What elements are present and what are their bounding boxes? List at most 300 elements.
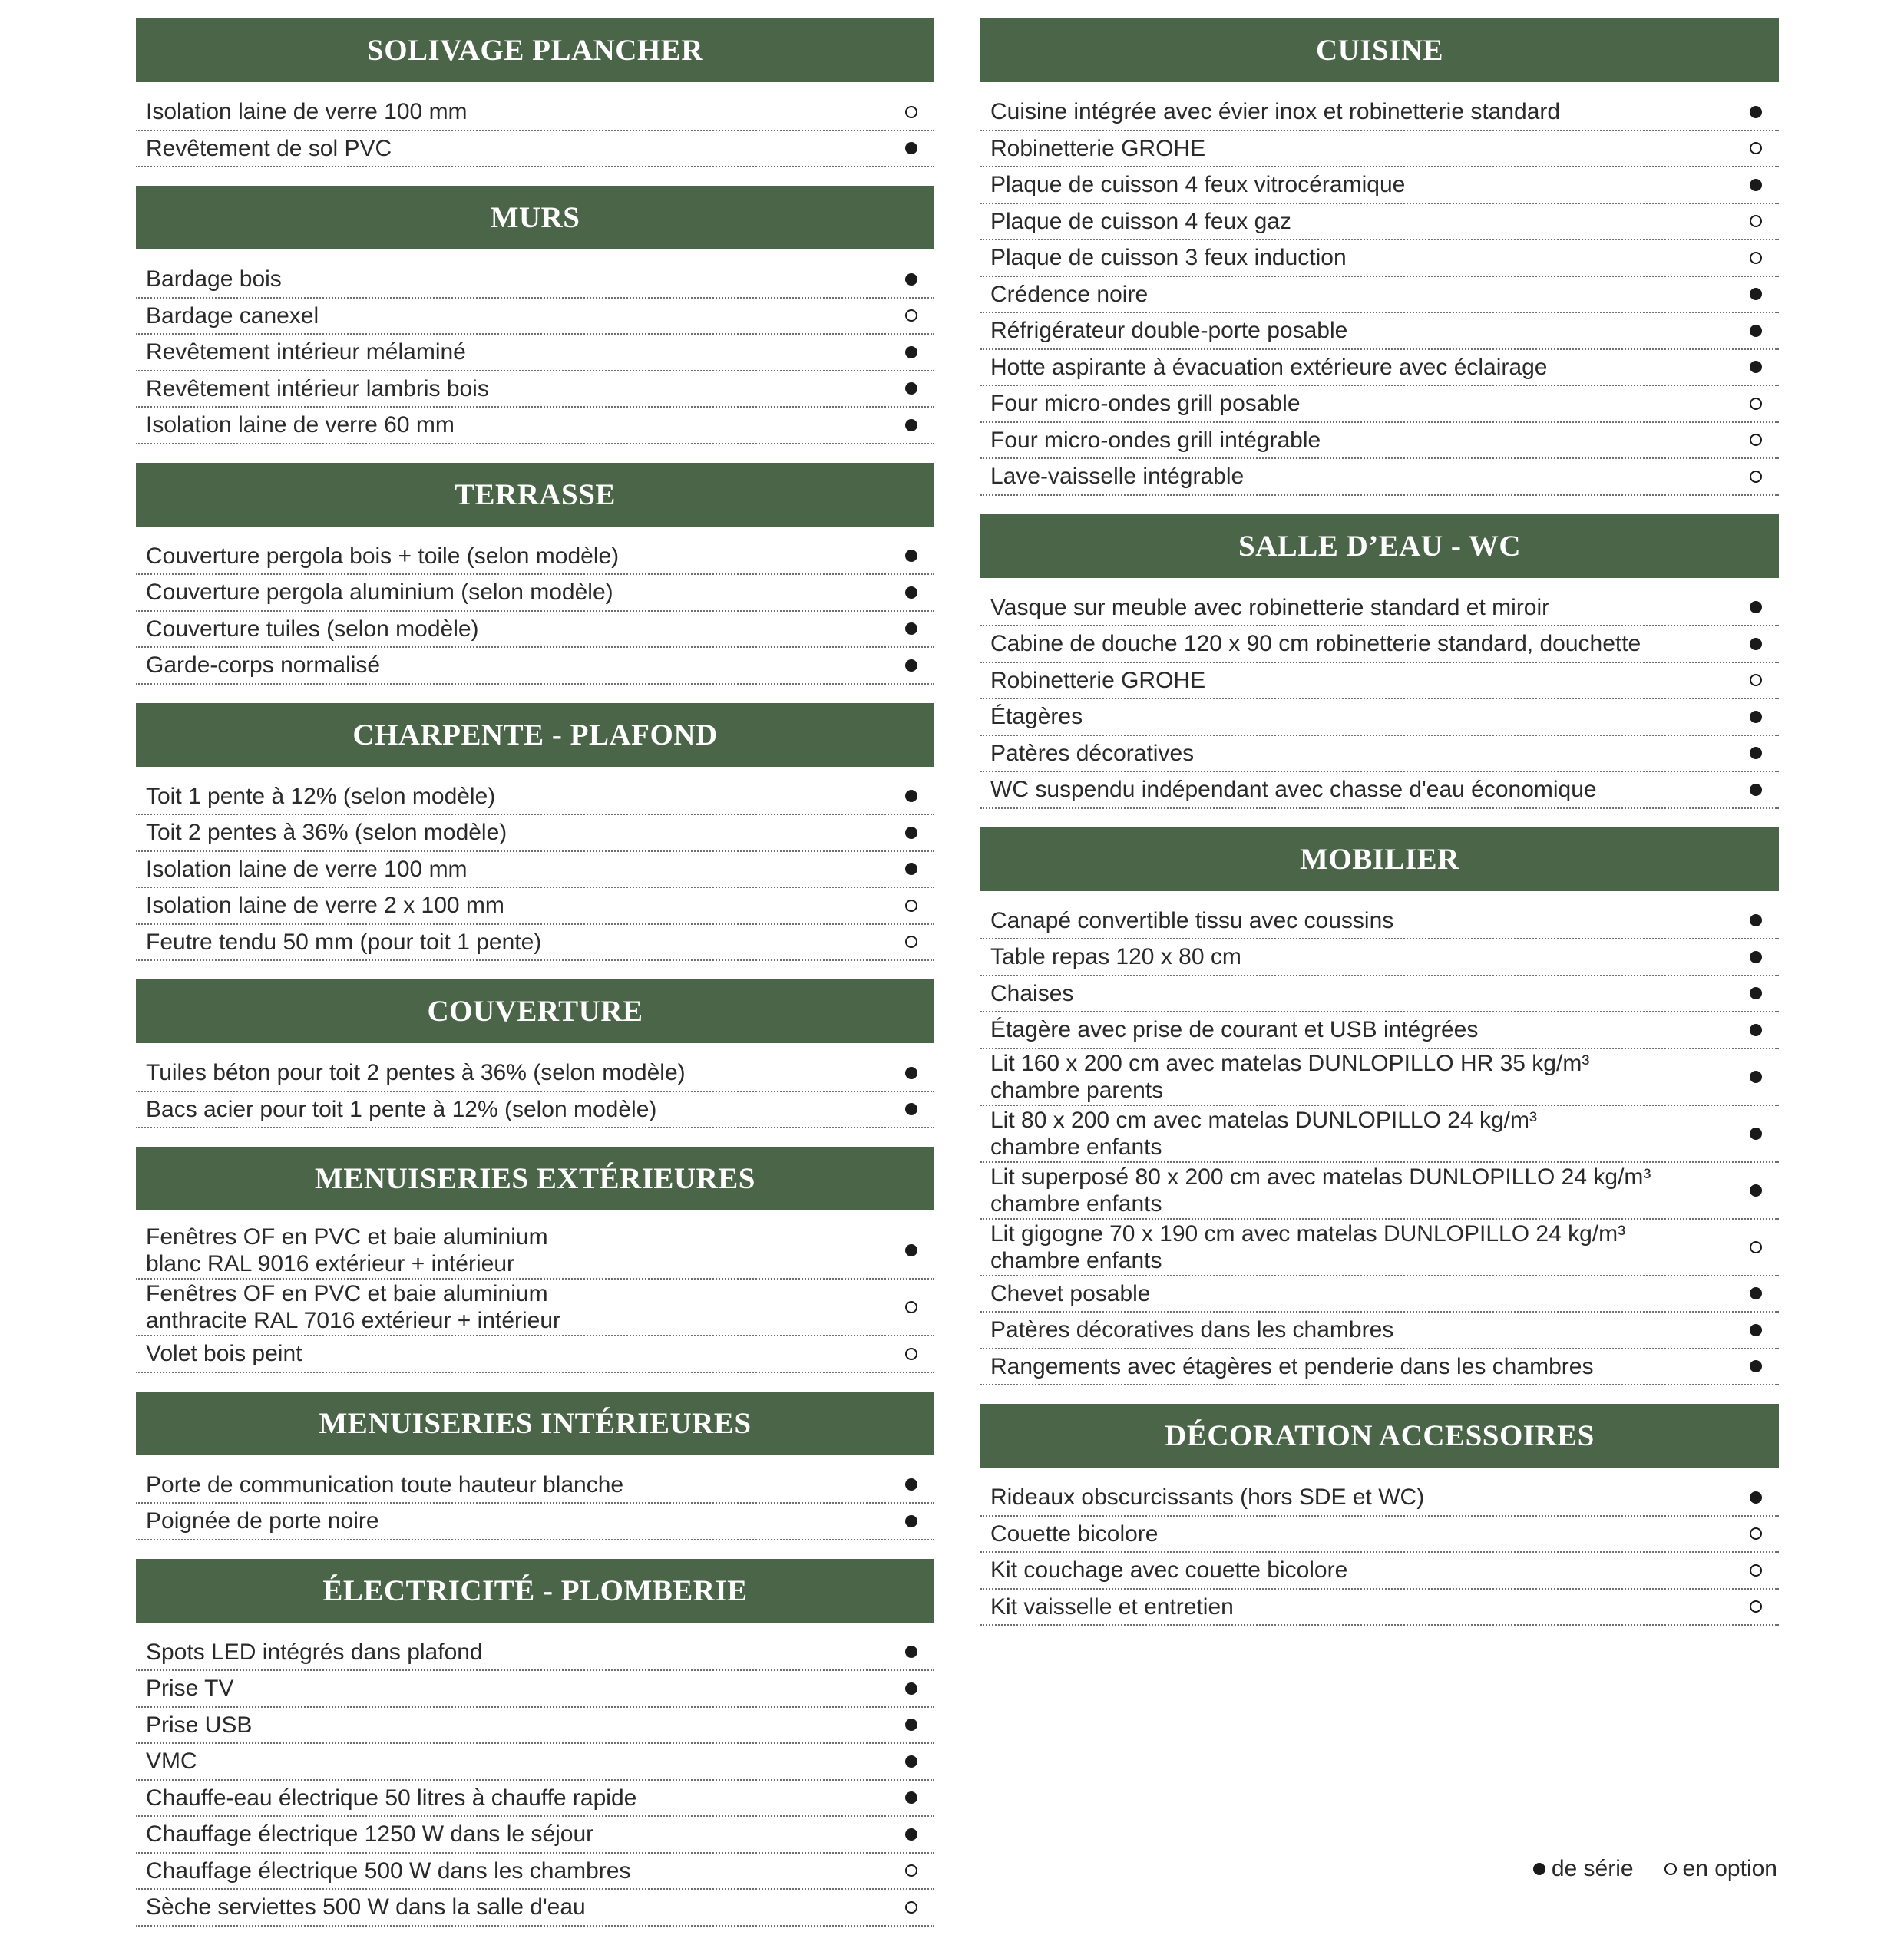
empty-circle-icon [1750,215,1762,227]
list-item [980,204,1779,241]
list-item [980,1220,1779,1276]
status-marker [896,106,934,118]
filled-dot-icon [1750,711,1762,723]
status-marker [896,1791,934,1804]
empty-circle-icon [1750,252,1762,264]
item-label-line: Couverture pergola aluminium (selon modèle) [146,580,613,606]
list-item [980,772,1779,809]
section-title: MOBILIER [980,827,1779,891]
empty-circle-icon [1750,434,1762,446]
legend-option-label: en option [1682,1856,1777,1881]
filled-dot-icon [905,1646,917,1658]
item-label-line: Hotte aspirante à évacuation extérieure avec éclairage [990,354,1548,380]
status-marker [896,273,934,286]
filled-dot-icon [905,586,917,599]
status-marker [896,1719,934,1731]
list-item [980,1276,1779,1313]
filled-dot-icon [905,863,917,875]
list-item [980,1049,1779,1106]
item-label [136,819,522,846]
list-item [136,371,934,408]
item-label-line: Lit 160 x 200 cm avec matelas DUNLOPILLO HR 35 kg/m³ [990,1050,1590,1076]
item-label-line: Patères décoratives [990,740,1195,766]
status-marker [1740,1564,1779,1577]
item-label [136,892,520,919]
item-label-line: Volet bois peint [146,1341,302,1367]
status-marker [896,346,934,358]
item-label [136,411,470,438]
list-item [980,1480,1779,1517]
list-item [980,459,1779,496]
list-item [980,167,1779,204]
list-item [980,386,1779,423]
status-marker [1740,1491,1779,1504]
item-label-line: Crédence noire [990,281,1149,307]
filled-dot-icon [1750,361,1762,373]
item-label-line: Bardage bois [146,266,282,292]
section-title: TERRASSE [136,463,934,527]
item-list [136,94,934,167]
list-item [136,779,934,816]
status-marker [1740,1324,1779,1336]
status-marker [896,586,934,599]
list-item [980,1106,1779,1163]
item-label [136,375,504,402]
empty-circle-icon [1750,1527,1762,1540]
item-label [980,1107,1552,1161]
item-list [980,903,1779,1386]
list-item [980,976,1779,1013]
status-marker [896,309,934,322]
spec-section [136,18,934,167]
list-item [136,888,934,925]
list-item [980,350,1779,387]
item-label-line: Sèche serviettes 500 W dans la salle d'eau [146,1894,586,1920]
item-label-line: Revêtement de sol PVC [146,135,392,161]
list-item [980,1349,1779,1386]
list-item [980,663,1779,700]
legend [1533,1856,1777,1882]
list-item [980,939,1779,976]
item-label [980,317,1363,344]
filled-dot-icon [905,1067,917,1079]
filled-dot-icon [1750,914,1762,926]
item-label [136,616,494,642]
status-marker [896,1515,934,1527]
status-marker [1740,361,1779,373]
filled-dot-icon [905,1244,917,1256]
list-item [136,1854,934,1891]
filled-dot-icon [1750,784,1762,796]
status-marker [1740,711,1779,723]
item-label [980,630,1656,657]
item-label-line: blanc RAL 9016 extérieur + intérieur [146,1251,514,1276]
empty-circle-icon [1664,1863,1677,1875]
status-marker [896,1478,934,1491]
item-label-line: Toit 1 pente à 12% (selon modèle) [146,783,496,809]
list-item [136,1092,934,1129]
status-marker [896,1646,934,1658]
status-marker [1740,1024,1779,1036]
item-label-line: Tuiles béton pour toit 2 pentes à 36% (selon modèle) [146,1060,686,1086]
list-item [136,1336,934,1373]
item-label-line: chambre parents [990,1077,1164,1103]
item-label [980,943,1257,970]
status-marker [896,1103,934,1115]
section-title: MENUISERIES INTÉRIEURES [136,1392,934,1455]
spec-section [136,1559,934,1927]
item-list [980,94,1779,496]
status-marker [896,827,934,839]
item-list [136,539,934,685]
filled-dot-icon [1750,1491,1762,1504]
status-marker [1740,1071,1779,1083]
filled-dot-icon [905,827,917,839]
list-item [136,1280,934,1336]
item-label-line: Prise TV [146,1676,234,1702]
filled-dot-icon [1750,1128,1762,1140]
list-item [136,1890,934,1927]
list-item [980,699,1779,736]
filled-dot-icon [1750,951,1762,963]
item-label [136,1223,564,1277]
status-marker [896,142,934,154]
empty-circle-icon [905,936,917,948]
list-item [136,1744,934,1781]
item-label-line: Chauffage électrique 1250 W dans le séjour [146,1821,594,1848]
item-label [980,740,1209,767]
list-item [980,1517,1779,1554]
list-item [136,1671,934,1708]
item-label-line: Robinetterie GROHE [990,667,1206,693]
item-label-line: Lit 80 x 200 cm avec matelas DUNLOPILLO 24 kg/m³ [990,1107,1537,1133]
empty-circle-icon [1750,1600,1762,1613]
item-label [980,1521,1173,1547]
spec-section [136,1147,934,1373]
list-item [980,423,1779,460]
status-marker [896,1682,934,1695]
item-label-line: Lit superposé 80 x 200 cm avec matelas DUNLOPILLO 24 kg/m³ [990,1164,1651,1190]
item-label [136,652,395,679]
item-label-line: Cuisine intégrée avec évier inox et robinetterie standard [990,99,1561,125]
item-label [136,338,481,365]
item-label-line: Bacs acier pour toit 1 pente à 12% (selon modèle) [146,1096,657,1122]
item-label [980,1220,1641,1274]
filled-dot-icon [1750,179,1762,191]
filled-dot-icon [1750,987,1762,999]
empty-circle-icon [1750,398,1762,410]
filled-dot-icon [1750,325,1762,337]
empty-circle-icon [905,309,917,322]
item-label-line: Spots LED intégrés dans plafond [146,1639,483,1665]
list-item [136,1223,934,1280]
item-label [136,1712,267,1739]
item-label [980,427,1336,454]
item-label [136,579,629,606]
item-list [980,1480,1779,1626]
filled-dot-icon [905,790,917,802]
item-label-line: Rangements avec étagères et penderie dans les chambres [990,1353,1594,1379]
status-marker [1740,987,1779,999]
list-item [136,262,934,299]
item-label-line: Chaises [990,980,1074,1006]
spec-section [136,979,934,1128]
empty-circle-icon [905,1901,917,1914]
item-label-line: Feutre tendu 50 mm (pour toit 1 pente) [146,929,542,955]
legend-serie [1533,1856,1634,1882]
item-list [136,1635,934,1927]
section-title: MURS [136,186,934,249]
filled-dot-icon [905,1682,917,1695]
item-label-line: Couverture pergola bois + toile (selon modèle) [146,543,620,569]
legend-serie-label: de série [1551,1856,1634,1881]
item-label-line: Rideaux obscurcissants (hors SDE et WC) [990,1484,1425,1511]
item-label [136,1821,609,1848]
status-marker [1740,288,1779,300]
list-item [980,736,1779,773]
list-item [980,626,1779,663]
item-label [136,1471,639,1498]
status-marker [896,936,934,948]
status-marker [896,550,934,562]
item-label-line: Étagères [990,704,1083,730]
item-list [136,1055,934,1128]
status-marker [896,1348,934,1360]
list-item [136,925,934,962]
item-label [980,354,1562,381]
item-label [136,98,483,125]
item-label-line: Four micro-ondes grill intégrable [990,427,1321,453]
section-title: ÉLECTRICITÉ - PLOMBERIE [136,1559,934,1623]
item-label [136,1280,576,1334]
item-label-line: Étagère avec prise de courant et USB intégrées [990,1017,1479,1043]
item-label [136,783,511,810]
list-item [136,94,934,131]
status-marker [896,790,934,802]
filled-dot-icon [1750,288,1762,300]
spec-section [980,514,1779,809]
item-label [980,1353,1608,1380]
list-item [136,852,934,889]
spec-section [980,18,1779,496]
status-marker [896,1901,934,1914]
list-item [980,1163,1779,1220]
list-item [136,1635,934,1672]
list-item [136,1055,934,1092]
status-marker [1740,142,1779,154]
section-title: SOLIVAGE PLANCHER [136,18,934,82]
item-label [980,667,1221,694]
item-label-line: Lit gigogne 70 x 190 cm avec matelas DUNLOPILLO 24 kg/m³ [990,1220,1626,1247]
section-title: COUVERTURE [136,979,934,1043]
empty-circle-icon [1750,674,1762,686]
list-item [980,313,1779,350]
item-list [136,1468,934,1540]
list-item [136,539,934,576]
filled-dot-icon [905,273,917,286]
item-label-line: Toit 2 pentes à 36% (selon modèle) [146,820,507,846]
filled-dot-icon [1750,1184,1762,1197]
item-list [136,262,934,444]
filled-dot-icon [905,1719,917,1731]
status-marker [1740,674,1779,686]
item-label [980,390,1316,417]
status-marker [1740,638,1779,650]
section-title: CHARPENTE - PLAFOND [136,703,934,767]
item-label [136,266,297,292]
status-marker [1740,1527,1779,1540]
item-label-line: Isolation laine de verre 100 mm [146,856,468,882]
list-item [136,408,934,444]
filled-dot-icon [1750,1024,1762,1036]
item-label-line: Isolation laine de verre 100 mm [146,99,468,125]
item-label-line: Couette bicolore [990,1521,1159,1547]
status-marker [1740,434,1779,446]
status-marker [1740,1360,1779,1372]
list-item [136,1708,934,1745]
item-label [136,929,557,956]
status-marker [896,659,934,672]
list-item [980,1553,1779,1590]
item-label-line: Canapé convertible tissu avec coussins [990,907,1394,933]
item-label-line: Porte de communication toute hauteur blanche [146,1471,624,1498]
item-label-line: Plaque de cuisson 4 feux gaz [990,208,1291,234]
item-label [136,1507,395,1534]
spec-section [136,1392,934,1540]
status-marker [1740,1287,1779,1299]
item-label [980,135,1221,162]
section-title: CUISINE [980,18,1779,82]
status-marker [896,900,934,912]
empty-circle-icon [905,1348,917,1360]
empty-circle-icon [1750,1241,1762,1253]
item-label [980,907,1409,934]
spec-section [136,703,934,962]
filled-dot-icon [1750,747,1762,759]
status-marker [896,1244,934,1256]
item-label [980,208,1307,235]
filled-dot-icon [905,1103,917,1115]
section-title: DÉCORATION ACCESSOIRES [980,1404,1779,1468]
item-label [980,1280,1165,1307]
list-item [980,94,1779,131]
spec-section [136,186,934,444]
item-label-line: chambre enfants [990,1247,1162,1273]
filled-dot-icon [905,382,917,395]
item-list [136,779,934,962]
item-label [136,1675,249,1702]
status-marker [896,1301,934,1313]
item-label [136,135,407,162]
item-label [980,1050,1605,1104]
list-item [980,1313,1779,1349]
empty-circle-icon [1750,1564,1762,1577]
item-label-line: Lave-vaisselle intégrable [990,464,1245,490]
empty-circle-icon [1750,142,1762,154]
list-item [980,131,1779,168]
status-marker [1740,1184,1779,1197]
list-item [136,815,934,852]
filled-dot-icon [905,142,917,154]
item-label [980,980,1089,1007]
item-label-line: WC suspendu indépendant avec chasse d'eau économique [990,777,1597,803]
filled-dot-icon [1533,1863,1545,1875]
spec-section [980,827,1779,1386]
status-marker [896,863,934,875]
status-marker [896,419,934,431]
item-label [980,1016,1493,1043]
item-label-line: Vasque sur meuble avec robinetterie standard et miroir [990,594,1550,620]
right-column [980,18,1779,1644]
item-label [136,1857,646,1884]
item-label-line: Patères décoratives dans les chambres [990,1317,1394,1343]
list-item [136,612,934,649]
status-marker [896,382,934,395]
list-item [980,590,1779,627]
item-label-line: Garde-corps normalisé [146,652,381,679]
list-item [136,299,934,335]
item-label-line: Fenêtres OF en PVC et baie aluminium [146,1224,548,1250]
item-label [980,1557,1363,1583]
list-item [136,131,934,168]
item-label [980,703,1098,730]
item-label [136,1639,498,1666]
status-marker [1740,784,1779,796]
spec-section [136,463,934,685]
item-label-line: Réfrigérateur double-porte posable [990,318,1348,344]
filled-dot-icon [905,1828,917,1841]
item-label-line: Couverture tuiles (selon modèle) [146,616,479,642]
item-label-line: Prise USB [146,1712,253,1738]
item-label-line: Revêtement intérieur lambris bois [146,375,489,401]
item-label-line: Fenêtres OF en PVC et baie aluminium [146,1281,548,1306]
item-label-line: Kit couchage avec couette bicolore [990,1557,1348,1583]
item-label-line: Isolation laine de verre 60 mm [146,412,455,438]
item-label [980,244,1362,271]
filled-dot-icon [1750,1360,1762,1372]
status-marker [1740,747,1779,759]
spec-section [980,1404,1779,1626]
empty-circle-icon [905,106,917,118]
item-label [136,543,634,570]
filled-dot-icon [1750,1287,1762,1299]
item-label-line: Chevet posable [990,1280,1151,1306]
item-list [136,1223,934,1373]
filled-dot-icon [1750,106,1762,118]
status-marker [1740,215,1779,227]
left-column [136,18,934,1945]
item-label [980,171,1420,198]
filled-dot-icon [1750,1071,1762,1083]
item-label [136,856,483,883]
list-item [136,1781,934,1818]
section-title: SALLE D’EAU - WC [980,514,1779,578]
filled-dot-icon [1750,601,1762,613]
filled-dot-icon [1750,638,1762,650]
item-label-line: Chauffe-eau électrique 50 litres à chauffe rapide [146,1785,637,1811]
item-label [980,98,1575,125]
list-item [136,1468,934,1504]
item-label-line: Poignée de porte noire [146,1508,379,1534]
status-marker [1740,179,1779,191]
item-label [980,1316,1409,1343]
item-label-line: Cabine de douche 120 x 90 cm robinetterie standard, douchette [990,631,1641,657]
empty-circle-icon [905,1301,917,1313]
filled-dot-icon [905,1478,917,1491]
item-label [980,281,1163,308]
status-marker [1740,252,1779,264]
status-marker [1740,106,1779,118]
